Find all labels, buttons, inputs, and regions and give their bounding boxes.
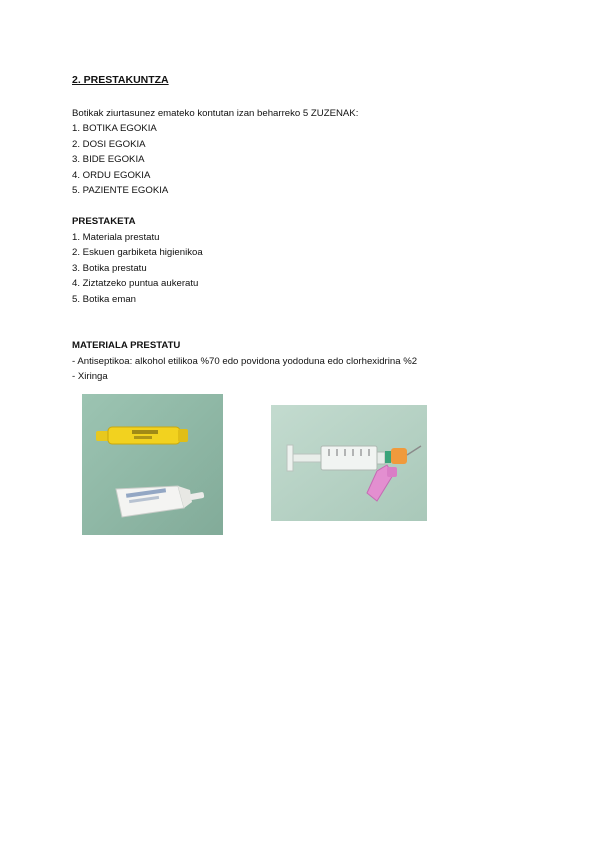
section-title: 2. PRESTAKUNTZA [72,74,169,86]
material-item: - Xiringa [72,371,108,382]
rule-item: 5. PAZIENTE EGOKIA [72,185,169,196]
syringe-photo [271,405,427,521]
prep-step: 1. Materiala prestatu [72,232,160,243]
prep-step: 4. Ziztatzeko puntua aukeratu [72,278,199,289]
prep-heading: PRESTAKETA [72,216,136,227]
antiseptic-tubes-photo [82,394,223,535]
material-heading: MATERIALA PRESTATU [72,340,181,351]
rule-item: 4. ORDU EGOKIA [72,170,151,181]
material-item: - Antiseptikoa: alkohol etilikoa %70 edo povidona yododuna edo clorhexidrina %2 [72,356,418,367]
antiseptic-tubes-illustration [82,394,223,535]
intro-text: Botikak ziurtasunez emateko kontutan izan beharreko 5 ZUZENAK: [72,108,359,119]
prep-step: 5. Botika eman [72,294,136,305]
rule-item: 2. DOSI EGOKIA [72,139,146,150]
syringe-illustration [271,405,427,521]
prep-step: 2. Eskuen garbiketa higienikoa [72,247,203,258]
rule-item: 1. BOTIKA EGOKIA [72,123,157,134]
yellow-ampoule-icon [96,427,188,444]
prep-step: 3. Botika prestatu [72,263,147,274]
rule-item: 3. BIDE EGOKIA [72,154,145,165]
